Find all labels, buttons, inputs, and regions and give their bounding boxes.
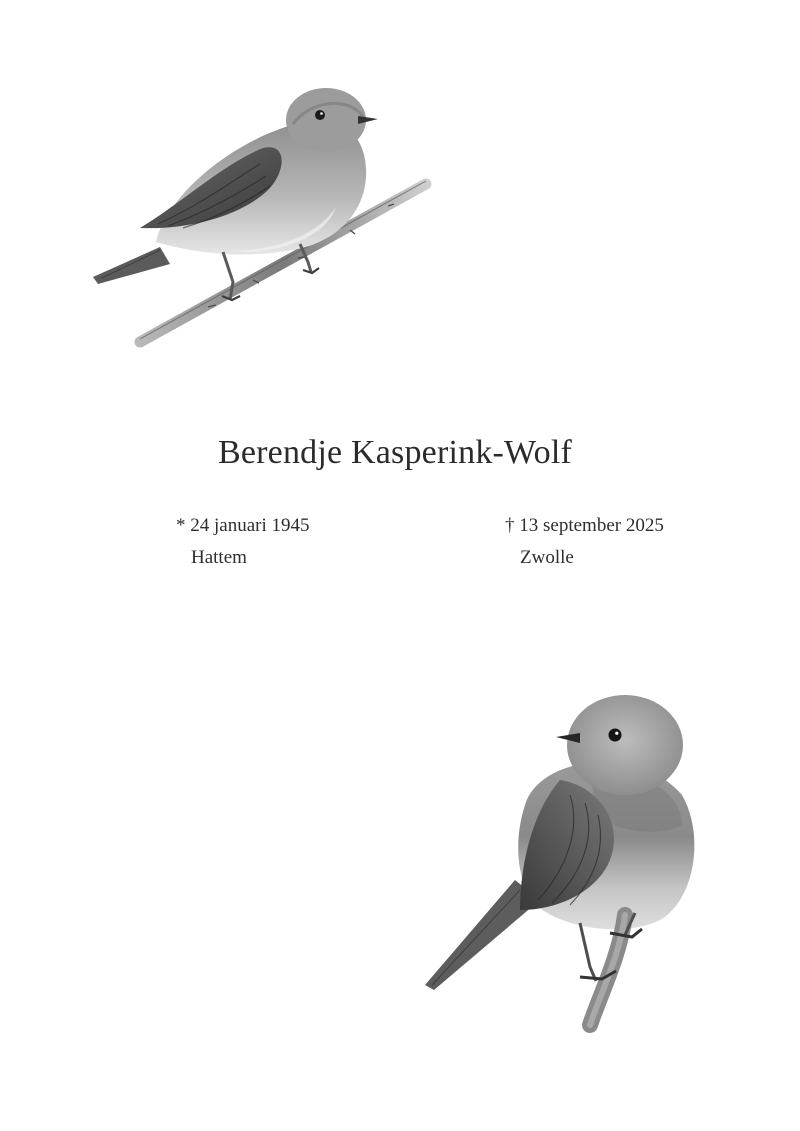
death-place: Zwolle xyxy=(520,547,574,568)
birth-info xyxy=(176,510,310,574)
birth-place: Hattem xyxy=(191,547,247,568)
death-symbol: † xyxy=(505,515,515,536)
deceased-name: Berendje Kasperink-Wolf xyxy=(217,434,572,471)
death-info xyxy=(505,510,664,574)
birth-symbol: * xyxy=(176,515,186,536)
robin-perched-illustration xyxy=(420,685,705,1035)
birth-date: 24 januari 1945 xyxy=(190,515,310,536)
death-date: 13 september 2025 xyxy=(519,515,664,536)
robin-on-branch-illustration xyxy=(88,82,433,352)
